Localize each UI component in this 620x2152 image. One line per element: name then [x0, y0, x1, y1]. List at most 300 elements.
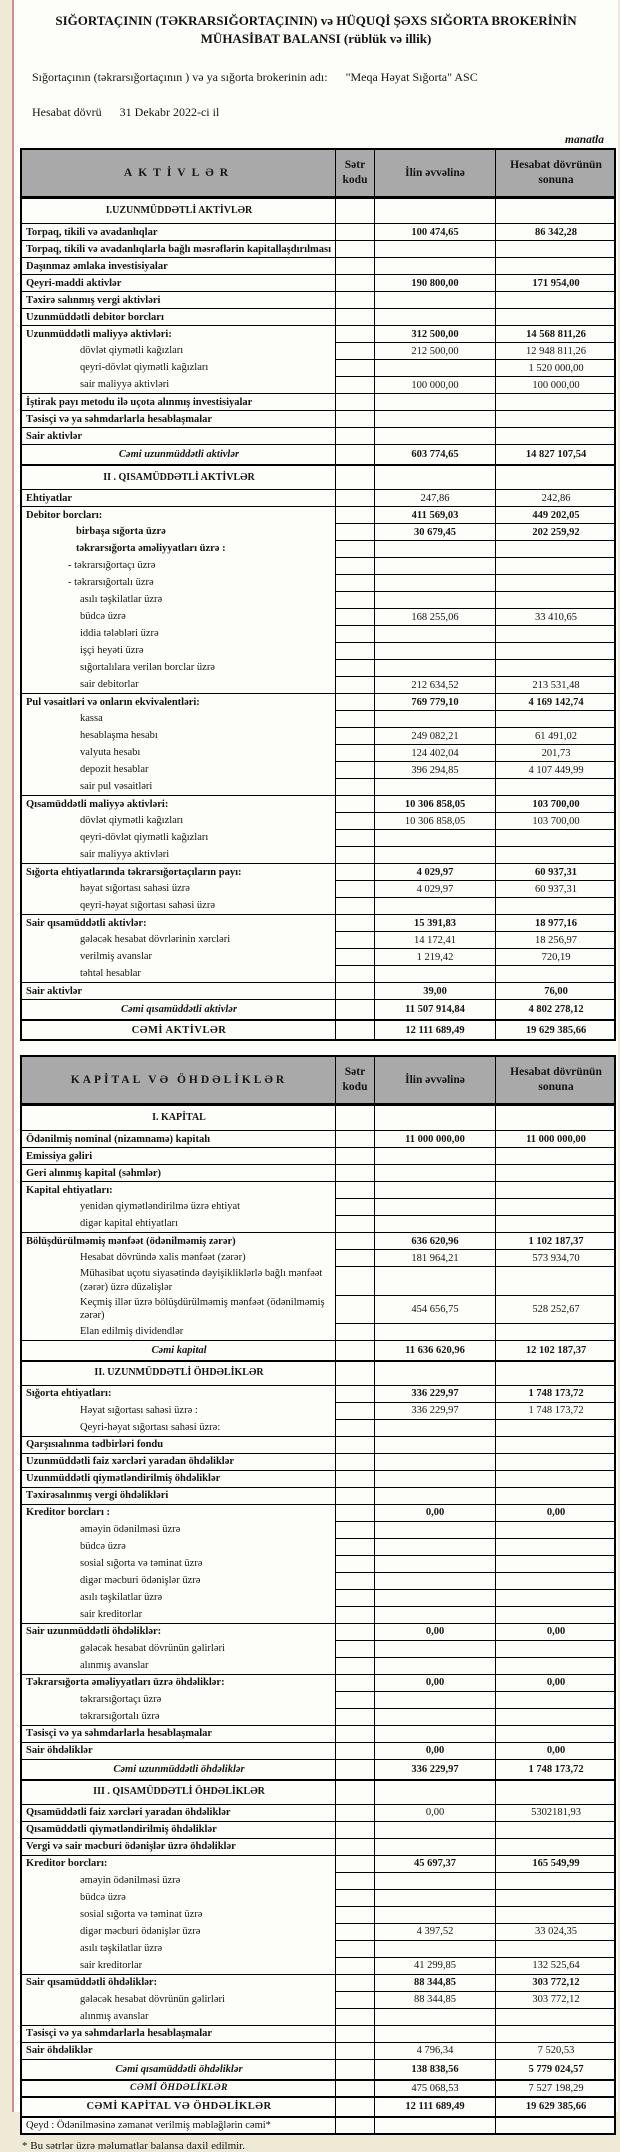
- row-value-end: [495, 1606, 616, 1623]
- table-row: [22, 1266, 614, 1294]
- row-label: Daşınmaz əmlaka investisiyalar: [22, 257, 335, 274]
- row-value-begin: [374, 1470, 495, 1487]
- row-value-begin: 30 679,45: [374, 523, 495, 540]
- row-label: Qısamüddətli maliyyə aktivləri:: [22, 795, 335, 812]
- row-value-begin: 0,00: [374, 1742, 495, 1759]
- row-value-end: [495, 1640, 616, 1657]
- row-code: [335, 591, 374, 608]
- row-value-end: 303 772,12: [495, 1991, 616, 2008]
- row-code: [335, 982, 374, 999]
- table-row: [22, 557, 614, 574]
- row-value-end: [495, 1708, 616, 1725]
- row-label: Emissiya gəliri: [22, 1147, 335, 1164]
- row-label: Kreditor borcları :: [22, 1504, 335, 1521]
- row-value-end: [495, 1691, 616, 1708]
- row-value-begin: 454 656,75: [374, 1295, 495, 1323]
- row-value-end: [495, 1266, 616, 1294]
- row-label: təkrarsığortalı üzrə: [80, 1710, 160, 1722]
- row-label: dövlət qiymətli kağızları: [80, 345, 184, 357]
- row-value-begin: [374, 1572, 495, 1589]
- row-value-begin: 336 229,97: [374, 1385, 495, 1402]
- row-label: Ödənilmiş nominal (nizamnamə) kapitalı: [22, 1130, 335, 1147]
- row-code: [335, 1606, 374, 1623]
- table-row: [22, 1232, 614, 1249]
- row-value-begin: [374, 1589, 495, 1606]
- row-value-begin: 168 255,06: [374, 608, 495, 625]
- row-value-begin: [374, 1164, 495, 1181]
- row-value-begin: [374, 1657, 495, 1674]
- table-row: [22, 523, 614, 540]
- row-code: [335, 659, 374, 676]
- row-code: [335, 1181, 374, 1198]
- row-value-begin: 88 344,85: [374, 1974, 495, 1991]
- row-value-begin: [374, 198, 495, 223]
- row-label: iddia tələbləri üzrə: [80, 628, 159, 640]
- row-label: Kapital ehtiyatları:: [22, 1181, 335, 1198]
- row-label: büdcə üzrə: [80, 611, 126, 623]
- row-code: [335, 846, 374, 863]
- row-label: Təxirə salınmış vergi aktivləri: [22, 291, 335, 308]
- table-row: [22, 1957, 614, 1974]
- row-value-begin: 336 229,97: [374, 1402, 495, 1419]
- row-value-end: [495, 1147, 616, 1164]
- row-label: I.UZUNMÜDDƏTLİ AKTİVLƏR: [22, 198, 335, 223]
- row-value-end: [495, 642, 616, 659]
- row-code: [335, 1779, 374, 1804]
- row-value-end: [495, 1181, 616, 1198]
- row-value-begin: 190 800,00: [374, 274, 495, 291]
- table-row: [22, 444, 614, 464]
- row-value-end: 12 948 811,26: [495, 342, 616, 359]
- row-label: alınmış avanslar: [80, 2010, 149, 2022]
- row-value-begin: 88 344,85: [374, 1991, 495, 2008]
- row-value-begin: [374, 240, 495, 257]
- row-code: [335, 812, 374, 829]
- row-code: [335, 1323, 374, 1340]
- capital-header-label: KAPİTAL VƏ ÖHDƏLİKLƏR: [70, 1073, 288, 1086]
- row-label: Cəmi qısamüddətli öhdəliklər: [22, 2059, 335, 2079]
- row-value-end: [495, 1838, 616, 1855]
- row-value-begin: 39,00: [374, 982, 495, 999]
- row-value-begin: 10 306 858,05: [374, 795, 495, 812]
- row-value-begin: [374, 2025, 495, 2042]
- row-label: depozit hesablar: [80, 764, 149, 776]
- row-value-end: [495, 308, 616, 325]
- page-title: [26, 12, 606, 48]
- row-label: büdcə üzrə: [80, 1891, 126, 1903]
- row-value-begin: [374, 1779, 495, 1804]
- document-page: [12, 0, 618, 2152]
- row-label: qeyri-dövlət qiymətli kağızları: [80, 362, 209, 374]
- row-code: [335, 1164, 374, 1181]
- row-value-begin: [374, 1521, 495, 1538]
- table-row: [22, 489, 614, 506]
- column-header-end: Hesabat dövrünün sonuna: [495, 1057, 616, 1103]
- row-value-begin: 0,00: [374, 1674, 495, 1691]
- table-row: [22, 1708, 614, 1725]
- table-row: [22, 863, 614, 880]
- row-code: [335, 1923, 374, 1940]
- row-value-begin: [374, 1606, 495, 1623]
- table-row: [22, 1804, 614, 1821]
- row-label: Vergi və sair məcburi ödənişlər üzrə öhdəliklər: [22, 1838, 335, 1855]
- row-label: digər məcburi ödənişlər üzrə: [80, 1925, 201, 1937]
- table-row: [22, 1606, 614, 1623]
- row-code: [335, 795, 374, 812]
- row-code: [335, 506, 374, 523]
- row-value-begin: [374, 1215, 495, 1232]
- row-label: Cəmi kapital: [22, 1340, 335, 1360]
- row-code: [335, 2116, 374, 2133]
- row-value-begin: 14 172,41: [374, 931, 495, 948]
- row-value-end: [495, 198, 616, 223]
- row-value-begin: [374, 1105, 495, 1130]
- row-label: II. UZUNMÜDDƏTLİ ÖHDƏLİKLƏR: [22, 1360, 335, 1385]
- table-row: [22, 1402, 614, 1419]
- table-row: [22, 1436, 614, 1453]
- table-row: [22, 342, 614, 359]
- row-label: əməyin ödənilməsi üzrə: [80, 1523, 181, 1535]
- row-code: [335, 744, 374, 761]
- row-code: [335, 464, 374, 489]
- row-value-begin: 0,00: [374, 1504, 495, 1521]
- row-value-end: [495, 1872, 616, 1889]
- table-row: [22, 897, 614, 914]
- row-label: təkrarsığorta əməliyyatları üzrə :: [76, 543, 226, 555]
- row-label: Ehtiyatlar: [22, 489, 335, 506]
- table-row: [22, 1385, 614, 1402]
- row-value-begin: [374, 1838, 495, 1855]
- row-value-end: 60 937,31: [495, 880, 616, 897]
- row-value-end: 1 748 173,72: [495, 1759, 616, 1779]
- table-row: [22, 744, 614, 761]
- row-label: Debitor borcları:: [22, 506, 335, 523]
- table-row: [22, 1181, 614, 1198]
- table-row: [22, 1838, 614, 1855]
- row-label: CƏMİ KAPİTAL VƏ ÖHDƏLİKLƏR: [22, 2096, 335, 2116]
- table-row: [22, 1453, 614, 1470]
- row-value-end: 132 525,64: [495, 1957, 616, 1974]
- row-code: [335, 1521, 374, 1538]
- row-value-begin: [374, 1640, 495, 1657]
- row-value-end: [495, 1323, 616, 1340]
- table-row: [22, 1691, 614, 1708]
- table-row: [22, 1198, 614, 1215]
- table-row: [22, 999, 614, 1019]
- row-value-end: 201,73: [495, 744, 616, 761]
- row-value-end: [495, 1725, 616, 1742]
- row-value-end: 12 102 187,37: [495, 1340, 616, 1360]
- row-code: [335, 1804, 374, 1821]
- table-row: [22, 676, 614, 693]
- column-header-end: Hesabat dövrünün sonuna: [495, 150, 616, 196]
- row-code: [335, 1470, 374, 1487]
- table-row: [22, 325, 614, 342]
- row-code: [335, 2008, 374, 2025]
- table-row: [22, 1821, 614, 1838]
- row-code: [335, 1691, 374, 1708]
- row-value-end: [495, 1821, 616, 1838]
- table-row: [22, 427, 614, 444]
- row-label: Qeyri-həyat sığortası sahəsi üzrə:: [80, 1421, 221, 1433]
- row-value-begin: [374, 1725, 495, 1742]
- table-row: [22, 1555, 614, 1572]
- row-value-end: [495, 1657, 616, 1674]
- row-label: Həyat sığortası sahəsi üzrə :: [80, 1404, 198, 1416]
- table-row: [22, 1019, 614, 1039]
- table-row: [22, 761, 614, 778]
- row-value-end: [495, 1198, 616, 1215]
- column-header-code: Sətr kodu: [335, 1057, 374, 1103]
- row-value-begin: 396 294,85: [374, 761, 495, 778]
- row-value-begin: [374, 710, 495, 727]
- row-code: [335, 1572, 374, 1589]
- table-row: [22, 1295, 614, 1323]
- row-value-end: 0,00: [495, 1623, 616, 1640]
- row-label: II . QISAMÜDDƏTLİ AKTİVLƏR: [22, 464, 335, 489]
- row-label: sosial sığorta və təminat üzrə: [80, 1557, 203, 1569]
- table-row: [22, 1623, 614, 1640]
- row-value-begin: [374, 1821, 495, 1838]
- table-row: [22, 1725, 614, 1742]
- row-code: [335, 1742, 374, 1759]
- row-value-end: 4 802 278,12: [495, 999, 616, 1019]
- row-code: [335, 1657, 374, 1674]
- table-row: [22, 846, 614, 863]
- row-value-begin: [374, 1453, 495, 1470]
- row-value-end: 14 568 811,26: [495, 325, 616, 342]
- row-value-begin: 15 391,83: [374, 914, 495, 931]
- table-row: [22, 1538, 614, 1555]
- row-value-begin: [374, 1872, 495, 1889]
- row-value-begin: 11 000 000,00: [374, 1130, 495, 1147]
- row-value-begin: 247,86: [374, 489, 495, 506]
- row-value-begin: [374, 1708, 495, 1725]
- row-label: sair pul vəsaitləri: [80, 781, 153, 793]
- row-value-end: 0,00: [495, 1674, 616, 1691]
- row-value-end: 4 107 449,99: [495, 761, 616, 778]
- row-label: Sığorta ehtiyatları:: [22, 1385, 335, 1402]
- row-code: [335, 727, 374, 744]
- table-row: [22, 1974, 614, 1991]
- table-row: [22, 1779, 614, 1804]
- table-row: [22, 829, 614, 846]
- row-value-begin: [374, 1940, 495, 1957]
- row-value-end: 1 748 173,72: [495, 1385, 616, 1402]
- row-value-begin: [374, 2008, 495, 2025]
- row-label: Torpaq, tikili və avadanlıqlarla bağlı məsrəflərin kapitallaşdırılması: [22, 240, 335, 257]
- assets-table-header: [22, 150, 614, 198]
- row-code: [335, 829, 374, 846]
- assets-table: [20, 148, 616, 1041]
- row-value-end: 0,00: [495, 1504, 616, 1521]
- row-code: [335, 880, 374, 897]
- row-label: valyuta hesabı: [80, 747, 141, 759]
- row-value-begin: [374, 410, 495, 427]
- row-value-begin: 124 402,04: [374, 744, 495, 761]
- row-value-end: [495, 291, 616, 308]
- assets-header-label: AKTİVLƏR: [123, 166, 235, 179]
- table-row: [22, 1889, 614, 1906]
- row-value-begin: [374, 642, 495, 659]
- table-row: [22, 1572, 614, 1589]
- row-code: [335, 2096, 374, 2116]
- row-value-begin: 138 838,56: [374, 2059, 495, 2079]
- row-value-begin: 0,00: [374, 1804, 495, 1821]
- row-label: Sair aktivlər: [22, 427, 335, 444]
- row-value-end: 242,86: [495, 489, 616, 506]
- row-label: Təsisçi və ya səhmdarlarla hesablaşmalar: [22, 2025, 335, 2042]
- row-code: [335, 1130, 374, 1147]
- table-row: [22, 1105, 614, 1130]
- document-content: [14, 0, 618, 2152]
- column-header-begin: İlin əvvəlinə: [374, 1057, 495, 1103]
- row-value-end: [495, 778, 616, 795]
- row-value-begin: [374, 846, 495, 863]
- row-label: asılı təşkilatlar üzrə: [80, 1942, 163, 1954]
- row-label: sosial sığorta və təminat üzrə: [80, 1908, 203, 1920]
- row-label: Mühasibat uçotu siyasətində dəyişikliklərlə bağlı mənfəət (zərər) üzrə düzəlişlər: [80, 1268, 323, 1293]
- row-label: gələcək hesabat dövrünün gəlirləri: [80, 1642, 225, 1654]
- row-value-begin: [374, 427, 495, 444]
- row-label: CƏMİ AKTİVLƏR: [22, 1019, 335, 1039]
- row-code: [335, 308, 374, 325]
- row-value-begin: 636 620,96: [374, 1232, 495, 1249]
- table-row: [22, 1906, 614, 1923]
- row-code: [335, 1589, 374, 1606]
- row-value-begin: 603 774,65: [374, 444, 495, 464]
- table-row: [22, 574, 614, 591]
- row-code: [335, 1105, 374, 1130]
- row-value-begin: [374, 965, 495, 982]
- row-code: [335, 1385, 374, 1402]
- page-title-line2: MÜHASİBAT BALANSI (rüblük və illik): [200, 31, 432, 47]
- row-value-begin: [374, 2116, 495, 2133]
- row-code: [335, 1019, 374, 1039]
- row-value-begin: 475 068,53: [374, 2079, 495, 2096]
- table-row: [22, 1657, 614, 1674]
- row-label: Cəmi qısamüddətli aktivlər: [22, 999, 335, 1019]
- table-row: [22, 1487, 614, 1504]
- row-value-begin: [374, 1436, 495, 1453]
- table-row: [22, 880, 614, 897]
- row-value-begin: [374, 257, 495, 274]
- row-value-begin: 45 697,37: [374, 1855, 495, 1872]
- row-value-begin: [374, 1266, 495, 1294]
- table-row: [22, 1855, 614, 1872]
- row-value-begin: [374, 1538, 495, 1555]
- row-value-end: 33 024,35: [495, 1923, 616, 1940]
- table-row: [22, 965, 614, 982]
- row-code: [335, 778, 374, 795]
- row-label: Təsisçi və ya səhmdarlarla hesablaşmalar: [22, 410, 335, 427]
- row-value-end: 5302181,93: [495, 1804, 616, 1821]
- row-code: [335, 1266, 374, 1294]
- row-code: [335, 274, 374, 291]
- table-row: [22, 291, 614, 308]
- row-value-begin: [374, 1147, 495, 1164]
- row-value-begin: 0,00: [374, 1623, 495, 1640]
- row-value-end: [495, 464, 616, 489]
- row-code: [335, 2025, 374, 2042]
- table-row: [22, 608, 614, 625]
- table-row: [22, 198, 614, 223]
- row-value-end: [495, 1940, 616, 1957]
- row-value-begin: [374, 1323, 495, 1340]
- row-code: [335, 642, 374, 659]
- row-value-begin: 10 306 858,05: [374, 812, 495, 829]
- table-row: [22, 931, 614, 948]
- row-code: [335, 1855, 374, 1872]
- row-label: - təkrarsığortaçı üzrə: [68, 560, 156, 572]
- table-row: [22, 1249, 614, 1266]
- row-code: [335, 376, 374, 393]
- row-value-end: 1 520 000,00: [495, 359, 616, 376]
- row-code: [335, 489, 374, 506]
- row-label: I. KAPİTAL: [22, 1105, 335, 1130]
- row-value-begin: 769 779,10: [374, 693, 495, 710]
- row-value-end: 11 000 000,00: [495, 1130, 616, 1147]
- row-value-end: 1 102 187,37: [495, 1232, 616, 1249]
- row-label: kassa: [80, 713, 103, 725]
- row-code: [335, 1940, 374, 1957]
- period-label: Hesabat dövrü: [32, 105, 102, 120]
- row-label: sığortalılara verilən borclar üzrə: [80, 662, 215, 674]
- row-code: [335, 1640, 374, 1657]
- row-code: [335, 1402, 374, 1419]
- table-row: [22, 1323, 614, 1340]
- row-value-end: 7 520,53: [495, 2042, 616, 2059]
- row-value-end: 165 549,99: [495, 1855, 616, 1872]
- table-row: [22, 914, 614, 931]
- table-row: [22, 274, 614, 291]
- row-value-end: 4 169 142,74: [495, 693, 616, 710]
- row-label: Sair öhdəliklər: [22, 2042, 335, 2059]
- row-code: [335, 1453, 374, 1470]
- table-row: [22, 693, 614, 710]
- row-value-end: 1 748 173,72: [495, 1402, 616, 1419]
- row-label: Cəmi uzunmüddətli aktivlər: [22, 444, 335, 464]
- row-value-end: [495, 1487, 616, 1504]
- row-value-begin: 100 474,65: [374, 223, 495, 240]
- row-value-end: [495, 965, 616, 982]
- period-line: [32, 105, 614, 120]
- row-code: [335, 999, 374, 1019]
- row-code: [335, 1623, 374, 1640]
- row-value-end: 19 629 385,66: [495, 2096, 616, 2116]
- row-label: III . QISAMÜDDƏTLİ ÖHDƏLİKLƏR: [22, 1779, 335, 1804]
- table-row: [22, 240, 614, 257]
- row-value-end: 60 937,31: [495, 863, 616, 880]
- row-value-end: [495, 591, 616, 608]
- row-code: [335, 676, 374, 693]
- row-label: Qısamüddətli qiymətləndirilmiş öhdəliklər: [22, 1821, 335, 1838]
- row-code: [335, 1838, 374, 1855]
- row-label: Sair qısamüddətli öhdəliklər:: [22, 1974, 335, 1991]
- row-value-end: 202 259,92: [495, 523, 616, 540]
- page-title-line1: SIĞORTAÇININ (TƏKRARSIĞORTAÇININ) və HÜQUQİ ŞƏXS SIĞORTA BROKERİNİN: [55, 13, 577, 28]
- row-value-begin: 12 111 689,49: [374, 2096, 495, 2116]
- table-row: [22, 1521, 614, 1538]
- row-value-begin: [374, 1419, 495, 1436]
- row-code: [335, 325, 374, 342]
- row-code: [335, 1232, 374, 1249]
- row-value-end: [495, 1360, 616, 1385]
- table-row: [22, 2079, 614, 2096]
- row-value-end: 528 252,67: [495, 1295, 616, 1323]
- row-value-begin: [374, 1889, 495, 1906]
- table-row: [22, 2116, 614, 2133]
